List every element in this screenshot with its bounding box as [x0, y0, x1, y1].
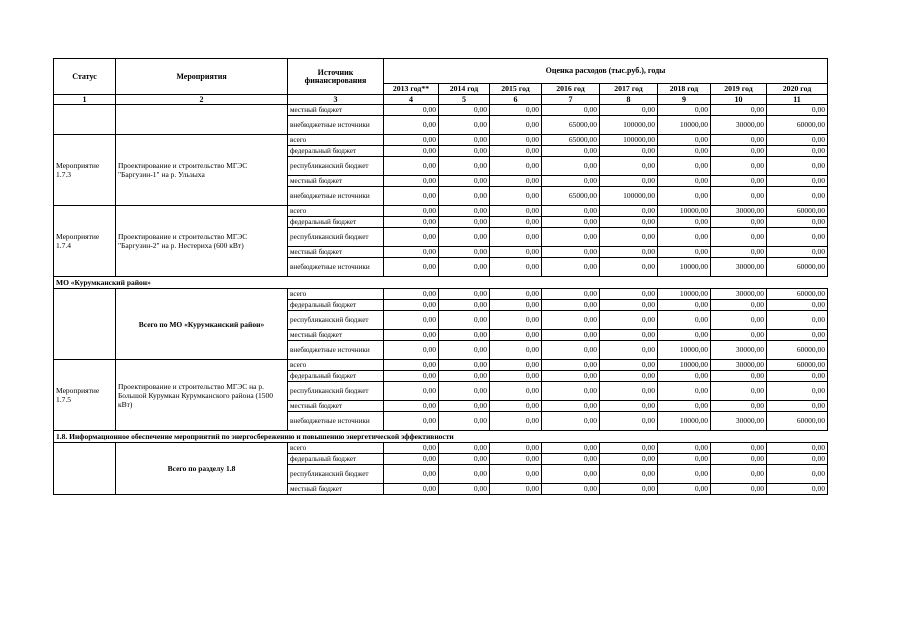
value-cell: 60000,00: [767, 412, 828, 431]
value-cell: 0,00: [439, 105, 490, 116]
source-cell: внебюджетные источники: [288, 258, 384, 277]
value-cell: 0,00: [767, 465, 828, 484]
value-cell: 0,00: [490, 206, 542, 217]
source-cell: всего: [288, 360, 384, 371]
value-cell: 65000,00: [542, 116, 600, 135]
value-cell: 0,00: [711, 311, 767, 330]
column-number: 3: [288, 95, 384, 105]
value-cell: 0,00: [439, 443, 490, 454]
source-cell: внебюджетные источники: [288, 116, 384, 135]
budget-sheet: [53, 58, 828, 495]
value-cell: 0,00: [542, 454, 600, 465]
value-cell: 0,00: [490, 382, 542, 401]
source-cell: всего: [288, 289, 384, 300]
value-cell: 0,00: [384, 382, 439, 401]
source-cell: республиканский бюджет: [288, 465, 384, 484]
value-cell: 0,00: [767, 382, 828, 401]
value-cell: 0,00: [542, 146, 600, 157]
value-cell: 0,00: [711, 135, 767, 146]
value-cell: 0,00: [600, 360, 658, 371]
value-cell: 0,00: [767, 454, 828, 465]
value-cell: 0,00: [767, 157, 828, 176]
value-cell: 0,00: [439, 300, 490, 311]
header-year: 2019 год: [711, 84, 767, 95]
value-cell: 0,00: [658, 135, 711, 146]
value-cell: 0,00: [439, 187, 490, 206]
value-cell: 30000,00: [711, 360, 767, 371]
header-year: 2017 год: [600, 84, 658, 95]
value-cell: 0,00: [600, 443, 658, 454]
value-cell: 0,00: [490, 311, 542, 330]
value-cell: 0,00: [439, 228, 490, 247]
value-cell: 0,00: [711, 176, 767, 187]
value-cell: 0,00: [490, 157, 542, 176]
value-cell: 0,00: [439, 258, 490, 277]
source-cell: федеральный бюджет: [288, 371, 384, 382]
value-cell: 100000,00: [600, 187, 658, 206]
source-cell: местный бюджет: [288, 484, 384, 495]
value-cell: 0,00: [490, 401, 542, 412]
value-cell: 30000,00: [711, 258, 767, 277]
value-cell: 0,00: [658, 217, 711, 228]
value-cell: 0,00: [542, 371, 600, 382]
value-cell: 0,00: [384, 105, 439, 116]
value-cell: 0,00: [600, 157, 658, 176]
source-cell: местный бюджет: [288, 401, 384, 412]
source-cell: внебюджетные источники: [288, 412, 384, 431]
column-number: 6: [490, 95, 542, 105]
value-cell: 0,00: [439, 382, 490, 401]
value-cell: 0,00: [658, 247, 711, 258]
value-cell: 65000,00: [542, 135, 600, 146]
value-cell: 0,00: [600, 401, 658, 412]
value-cell: 0,00: [658, 330, 711, 341]
value-cell: 0,00: [542, 382, 600, 401]
value-cell: 0,00: [384, 300, 439, 311]
value-cell: 0,00: [600, 105, 658, 116]
value-cell: 0,00: [439, 341, 490, 360]
value-cell: 0,00: [490, 258, 542, 277]
source-cell: республиканский бюджет: [288, 382, 384, 401]
column-number: 2: [116, 95, 288, 105]
header-year: 2014 год: [439, 84, 490, 95]
value-cell: 0,00: [542, 360, 600, 371]
column-number: 11: [767, 95, 828, 105]
value-cell: 100000,00: [600, 116, 658, 135]
value-cell: 0,00: [542, 412, 600, 431]
value-cell: 0,00: [658, 157, 711, 176]
value-cell: 0,00: [490, 412, 542, 431]
value-cell: 0,00: [439, 465, 490, 484]
value-cell: 0,00: [384, 228, 439, 247]
value-cell: 0,00: [542, 258, 600, 277]
value-cell: 0,00: [490, 105, 542, 116]
value-cell: 0,00: [711, 401, 767, 412]
section-row: [54, 277, 828, 289]
value-cell: 0,00: [542, 401, 600, 412]
value-cell: 0,00: [490, 360, 542, 371]
source-cell: республиканский бюджет: [288, 157, 384, 176]
value-cell: 0,00: [384, 187, 439, 206]
source-cell: внебюджетные источники: [288, 341, 384, 360]
value-cell: 0,00: [658, 371, 711, 382]
source-cell: местный бюджет: [288, 247, 384, 258]
value-cell: 10000,00: [658, 258, 711, 277]
value-cell: 0,00: [600, 465, 658, 484]
status-cell: [54, 443, 116, 495]
value-cell: 0,00: [658, 228, 711, 247]
value-cell: 0,00: [767, 401, 828, 412]
header-year: 2018 год: [658, 84, 711, 95]
value-cell: 0,00: [384, 454, 439, 465]
value-cell: 0,00: [658, 146, 711, 157]
value-cell: 0,00: [600, 454, 658, 465]
value-cell: 0,00: [600, 247, 658, 258]
source-cell: местный бюджет: [288, 330, 384, 341]
value-cell: 10000,00: [658, 360, 711, 371]
value-cell: 0,00: [658, 176, 711, 187]
status-cell: Мероприятие 1.7.3: [54, 135, 116, 206]
status-cell: [54, 289, 116, 360]
source-cell: республиканский бюджет: [288, 311, 384, 330]
value-cell: 30000,00: [711, 412, 767, 431]
value-cell: 0,00: [542, 300, 600, 311]
value-cell: 0,00: [490, 289, 542, 300]
value-cell: 0,00: [542, 484, 600, 495]
value-cell: 0,00: [490, 247, 542, 258]
value-cell: 0,00: [384, 412, 439, 431]
value-cell: 0,00: [711, 443, 767, 454]
value-cell: 0,00: [490, 300, 542, 311]
table-row: [54, 289, 828, 300]
value-cell: 0,00: [490, 484, 542, 495]
value-cell: 0,00: [384, 135, 439, 146]
value-cell: 0,00: [542, 157, 600, 176]
value-cell: 0,00: [767, 300, 828, 311]
value-cell: 0,00: [542, 217, 600, 228]
value-cell: 0,00: [542, 443, 600, 454]
header-source: Источник финансирования: [288, 59, 384, 95]
value-cell: 0,00: [600, 258, 658, 277]
value-cell: 30000,00: [711, 289, 767, 300]
source-cell: всего: [288, 206, 384, 217]
table-row: [54, 360, 828, 371]
value-cell: 0,00: [767, 484, 828, 495]
value-cell: 0,00: [658, 465, 711, 484]
value-cell: 0,00: [439, 176, 490, 187]
value-cell: 0,00: [542, 247, 600, 258]
value-cell: 0,00: [384, 258, 439, 277]
value-cell: 0,00: [767, 330, 828, 341]
value-cell: 0,00: [384, 360, 439, 371]
value-cell: 0,00: [384, 371, 439, 382]
value-cell: 0,00: [711, 105, 767, 116]
value-cell: 10000,00: [658, 289, 711, 300]
value-cell: 0,00: [658, 187, 711, 206]
value-cell: 0,00: [439, 484, 490, 495]
value-cell: 60000,00: [767, 360, 828, 371]
value-cell: 0,00: [600, 289, 658, 300]
value-cell: 0,00: [384, 341, 439, 360]
value-cell: 0,00: [711, 187, 767, 206]
event-cell: [116, 105, 288, 135]
event-cell: Проектирование и строительство МГЭС "Баргузин-1" на р. Ульзыха: [116, 135, 288, 206]
value-cell: 0,00: [490, 228, 542, 247]
value-cell: 0,00: [384, 443, 439, 454]
value-cell: 0,00: [658, 382, 711, 401]
value-cell: 0,00: [490, 330, 542, 341]
value-cell: 0,00: [711, 484, 767, 495]
value-cell: 0,00: [658, 311, 711, 330]
value-cell: 0,00: [490, 465, 542, 484]
section-row: [54, 431, 828, 443]
source-cell: местный бюджет: [288, 105, 384, 116]
value-cell: 60000,00: [767, 289, 828, 300]
value-cell: 0,00: [439, 247, 490, 258]
table-row: [54, 206, 828, 217]
column-number: 7: [542, 95, 600, 105]
value-cell: 0,00: [658, 484, 711, 495]
value-cell: 0,00: [542, 206, 600, 217]
source-cell: местный бюджет: [288, 176, 384, 187]
value-cell: 0,00: [384, 289, 439, 300]
value-cell: 0,00: [490, 217, 542, 228]
source-cell: всего: [288, 443, 384, 454]
value-cell: 0,00: [384, 157, 439, 176]
value-cell: 0,00: [542, 289, 600, 300]
value-cell: 0,00: [384, 176, 439, 187]
status-cell: Мероприятие 1.7.5: [54, 360, 116, 431]
value-cell: 0,00: [542, 341, 600, 360]
value-cell: 0,00: [711, 217, 767, 228]
value-cell: 0,00: [600, 484, 658, 495]
header-event: Мероприятия: [116, 59, 288, 95]
value-cell: 0,00: [600, 146, 658, 157]
source-cell: всего: [288, 135, 384, 146]
table-body: [54, 105, 828, 495]
value-cell: 0,00: [600, 228, 658, 247]
source-cell: федеральный бюджет: [288, 146, 384, 157]
value-cell: 0,00: [711, 454, 767, 465]
value-cell: 0,00: [767, 371, 828, 382]
column-number: 9: [658, 95, 711, 105]
value-cell: 0,00: [439, 289, 490, 300]
value-cell: 0,00: [711, 157, 767, 176]
section-title: 1.8. Информационное обеспечение мероприятий по энергосбережению и повышению энергетической эффективности: [54, 431, 828, 443]
value-cell: 0,00: [600, 206, 658, 217]
table-row: [54, 443, 828, 454]
source-cell: федеральный бюджет: [288, 217, 384, 228]
value-cell: 0,00: [600, 217, 658, 228]
header-year: 2013 год**: [384, 84, 439, 95]
value-cell: 0,00: [767, 217, 828, 228]
value-cell: 60000,00: [767, 341, 828, 360]
value-cell: 0,00: [658, 443, 711, 454]
value-cell: 0,00: [600, 382, 658, 401]
status-cell: Мероприятие 1.7.4: [54, 206, 116, 277]
value-cell: 0,00: [439, 371, 490, 382]
value-cell: 0,00: [384, 311, 439, 330]
value-cell: 0,00: [439, 412, 490, 431]
value-cell: 60000,00: [767, 116, 828, 135]
value-cell: 0,00: [711, 382, 767, 401]
value-cell: 0,00: [490, 146, 542, 157]
value-cell: 0,00: [384, 206, 439, 217]
table-row: [54, 135, 828, 146]
value-cell: 0,00: [439, 330, 490, 341]
event-cell: Проектирование и строительство МГЭС "Баргузин-2" на р. Нестериха (600 кВт): [116, 206, 288, 277]
value-cell: 0,00: [711, 228, 767, 247]
value-cell: 0,00: [767, 187, 828, 206]
value-cell: 0,00: [490, 341, 542, 360]
value-cell: 0,00: [600, 311, 658, 330]
value-cell: 0,00: [439, 360, 490, 371]
value-cell: 0,00: [711, 330, 767, 341]
value-cell: 0,00: [384, 484, 439, 495]
value-cell: 0,00: [490, 176, 542, 187]
value-cell: 0,00: [711, 146, 767, 157]
value-cell: 0,00: [542, 330, 600, 341]
event-cell: Всего по разделу 1.8: [116, 443, 288, 495]
source-cell: внебюджетные источники: [288, 187, 384, 206]
header-year: 2015 год: [490, 84, 542, 95]
value-cell: 0,00: [767, 135, 828, 146]
status-cell: [54, 105, 116, 135]
value-cell: 0,00: [439, 454, 490, 465]
value-cell: 0,00: [767, 105, 828, 116]
value-cell: 0,00: [658, 300, 711, 311]
value-cell: 0,00: [490, 443, 542, 454]
value-cell: 0,00: [600, 330, 658, 341]
value-cell: 0,00: [384, 247, 439, 258]
value-cell: 0,00: [384, 146, 439, 157]
value-cell: 0,00: [384, 465, 439, 484]
value-cell: 0,00: [600, 412, 658, 431]
value-cell: 0,00: [439, 135, 490, 146]
value-cell: 0,00: [600, 176, 658, 187]
value-cell: 0,00: [767, 176, 828, 187]
value-cell: 0,00: [767, 311, 828, 330]
value-cell: 0,00: [711, 465, 767, 484]
value-cell: 0,00: [490, 187, 542, 206]
value-cell: 0,00: [767, 146, 828, 157]
value-cell: 30000,00: [711, 116, 767, 135]
value-cell: 0,00: [542, 228, 600, 247]
value-cell: 65000,00: [542, 187, 600, 206]
value-cell: 0,00: [490, 454, 542, 465]
value-cell: 0,00: [542, 105, 600, 116]
source-cell: республиканский бюджет: [288, 228, 384, 247]
header-year: 2016 год: [542, 84, 600, 95]
value-cell: 0,00: [600, 371, 658, 382]
value-cell: 0,00: [384, 401, 439, 412]
value-cell: 30000,00: [711, 341, 767, 360]
value-cell: 60000,00: [767, 206, 828, 217]
column-number: 10: [711, 95, 767, 105]
value-cell: 10000,00: [658, 412, 711, 431]
source-cell: федеральный бюджет: [288, 300, 384, 311]
source-cell: федеральный бюджет: [288, 454, 384, 465]
value-cell: 0,00: [439, 217, 490, 228]
value-cell: 10000,00: [658, 341, 711, 360]
header-year: 2020 год: [767, 84, 828, 95]
value-cell: 0,00: [439, 146, 490, 157]
value-cell: 0,00: [711, 300, 767, 311]
section-title: МО «Курумканский район»: [54, 277, 828, 289]
value-cell: 60000,00: [767, 258, 828, 277]
value-cell: 0,00: [711, 371, 767, 382]
column-number: 4: [384, 95, 439, 105]
event-cell: Проектирование и строительство МГЭС на р. Большой Курумкан Курумканского района (1500 кВт): [116, 360, 288, 431]
value-cell: 0,00: [711, 247, 767, 258]
value-cell: 0,00: [439, 311, 490, 330]
value-cell: 0,00: [439, 206, 490, 217]
value-cell: 0,00: [658, 454, 711, 465]
header-status: Статус: [54, 59, 116, 95]
value-cell: 0,00: [490, 371, 542, 382]
value-cell: 0,00: [384, 330, 439, 341]
value-cell: 0,00: [658, 105, 711, 116]
header-cost: Оценка расходов (тыс.руб.), годы: [384, 59, 828, 84]
value-cell: 0,00: [542, 311, 600, 330]
value-cell: 0,00: [439, 116, 490, 135]
value-cell: 0,00: [542, 176, 600, 187]
event-cell: Всего по МО «Курумканский район»: [116, 289, 288, 360]
value-cell: 10000,00: [658, 206, 711, 217]
budget-table: [53, 58, 828, 495]
value-cell: 0,00: [384, 217, 439, 228]
table-row: [54, 105, 828, 116]
value-cell: 0,00: [600, 341, 658, 360]
value-cell: 0,00: [490, 116, 542, 135]
value-cell: 0,00: [542, 465, 600, 484]
value-cell: 0,00: [439, 157, 490, 176]
value-cell: 0,00: [600, 300, 658, 311]
value-cell: 0,00: [384, 116, 439, 135]
value-cell: 0,00: [767, 228, 828, 247]
value-cell: 0,00: [439, 401, 490, 412]
value-cell: 0,00: [767, 247, 828, 258]
value-cell: 30000,00: [711, 206, 767, 217]
column-number: 1: [54, 95, 116, 105]
value-cell: 0,00: [490, 135, 542, 146]
value-cell: 0,00: [767, 443, 828, 454]
column-number: 8: [600, 95, 658, 105]
value-cell: 0,00: [658, 401, 711, 412]
value-cell: 100000,00: [600, 135, 658, 146]
column-number: 5: [439, 95, 490, 105]
value-cell: 10000,00: [658, 116, 711, 135]
